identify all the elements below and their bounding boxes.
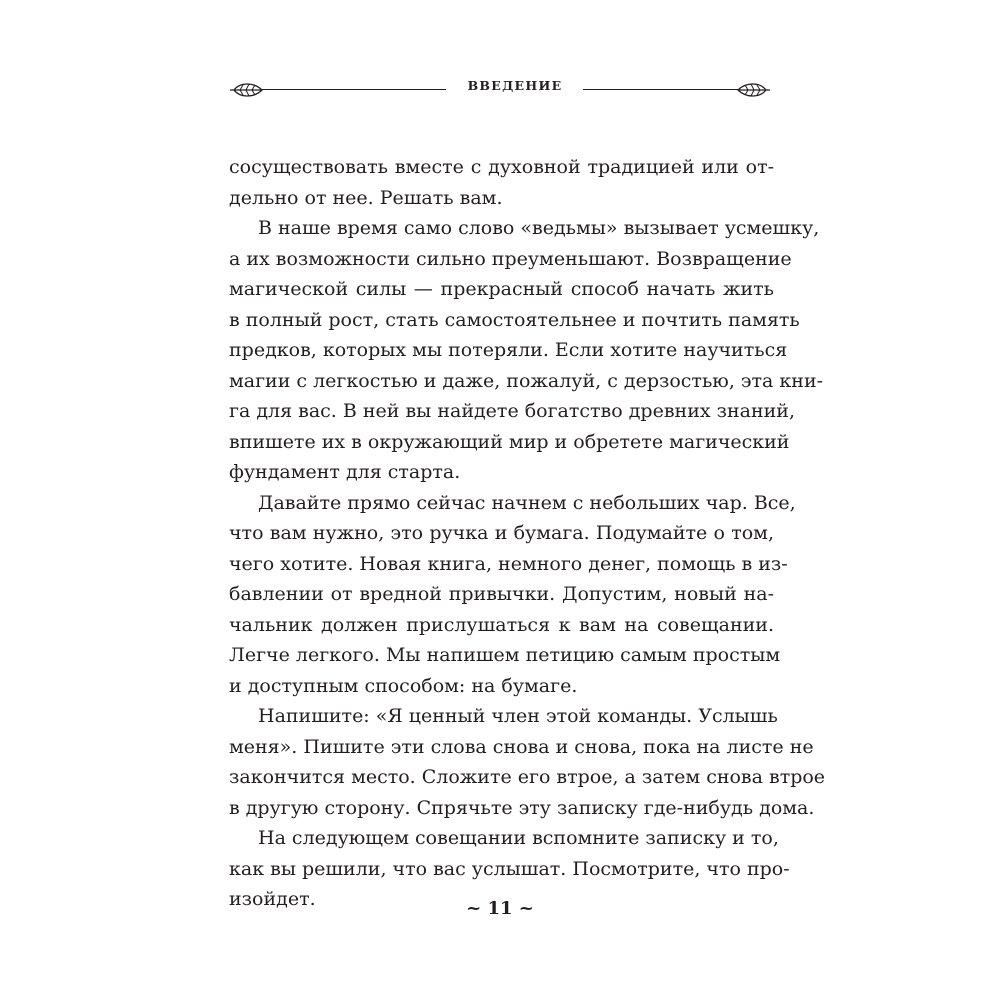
- text-line: сосуществовать вместе с духовной традицией или от-: [229, 156, 774, 178]
- text-line: бавлении от вредной привычки. Допустим, новый на-: [229, 583, 774, 605]
- leaf-ornament-left-icon: [228, 80, 264, 100]
- text-line: магии с легкостью и даже, пожалуй, с дерзостью, эта кни-: [229, 369, 824, 392]
- text-line: магической силы — прекрасный способ начать жить: [229, 278, 774, 300]
- page-number: ~ 11 ~: [466, 898, 534, 919]
- text-line: закончится место. Сложите его втрое, а затем снова втрое: [229, 766, 826, 788]
- text-line: в другую сторону. Спрячьте эту записку где-нибудь дома.: [229, 796, 815, 819]
- text-line: как вы решили, что вас услышат. Посмотрите, что про-: [229, 857, 790, 880]
- text-line: меня». Пишите эти слова снова и снова, пока на листе не: [229, 735, 814, 758]
- text-line: что вам нужно, это ручка и бумага. Подумайте о том,: [229, 522, 774, 544]
- text-line: в полный рост, стать самостоятельнее и почтить память: [229, 308, 800, 331]
- leaf-ornament-right-icon: [736, 80, 772, 100]
- running-header: [228, 72, 772, 108]
- text-line: дельно от нее. Решать вам.: [229, 186, 503, 209]
- text-line: На следующем совещании вспомните записку и то,: [258, 827, 779, 849]
- text-line: фундамент для старта.: [229, 461, 461, 483]
- text-line: В наше время само слово «ведьмы» вызывает усмешку,: [258, 217, 820, 239]
- text-line: Легче легкого. Мы напишем петицию самым простым: [229, 644, 781, 666]
- text-line: предков, которых мы потеряли. Если хотите научиться: [229, 339, 788, 361]
- text-line: а их возможности сильно преуменьшают. Возвращение: [229, 247, 792, 270]
- text-line: чальник должен прислушаться к вам на совещании.: [229, 613, 774, 636]
- text-line: Давайте прямо сейчас начнем с небольших чар. Все,: [258, 491, 796, 514]
- text-line: чего хотите. Новая книга, немного денег, помощь в из-: [229, 552, 788, 575]
- chapter-title: ВВЕДЕНИЕ: [467, 78, 563, 93]
- text-line: впишете их в окружающий мир и обретете магический: [229, 430, 790, 453]
- text-line: Напишите: «Я ценный член этой команды. Услышь: [258, 705, 778, 727]
- text-line: га для вас. В ней вы найдете богатство древних знаний,: [229, 400, 795, 422]
- body-text: [229, 152, 826, 915]
- paragraph-1: [229, 152, 774, 213]
- text-line: и доступным способом: на бумаге.: [229, 674, 578, 697]
- paragraph-3: [229, 488, 796, 702]
- header-rule-left: [262, 89, 446, 90]
- paragraph-2: [229, 213, 824, 488]
- header-rule-right: [583, 89, 739, 90]
- paragraph-4: [229, 701, 826, 823]
- text-line: изойдет.: [229, 888, 316, 910]
